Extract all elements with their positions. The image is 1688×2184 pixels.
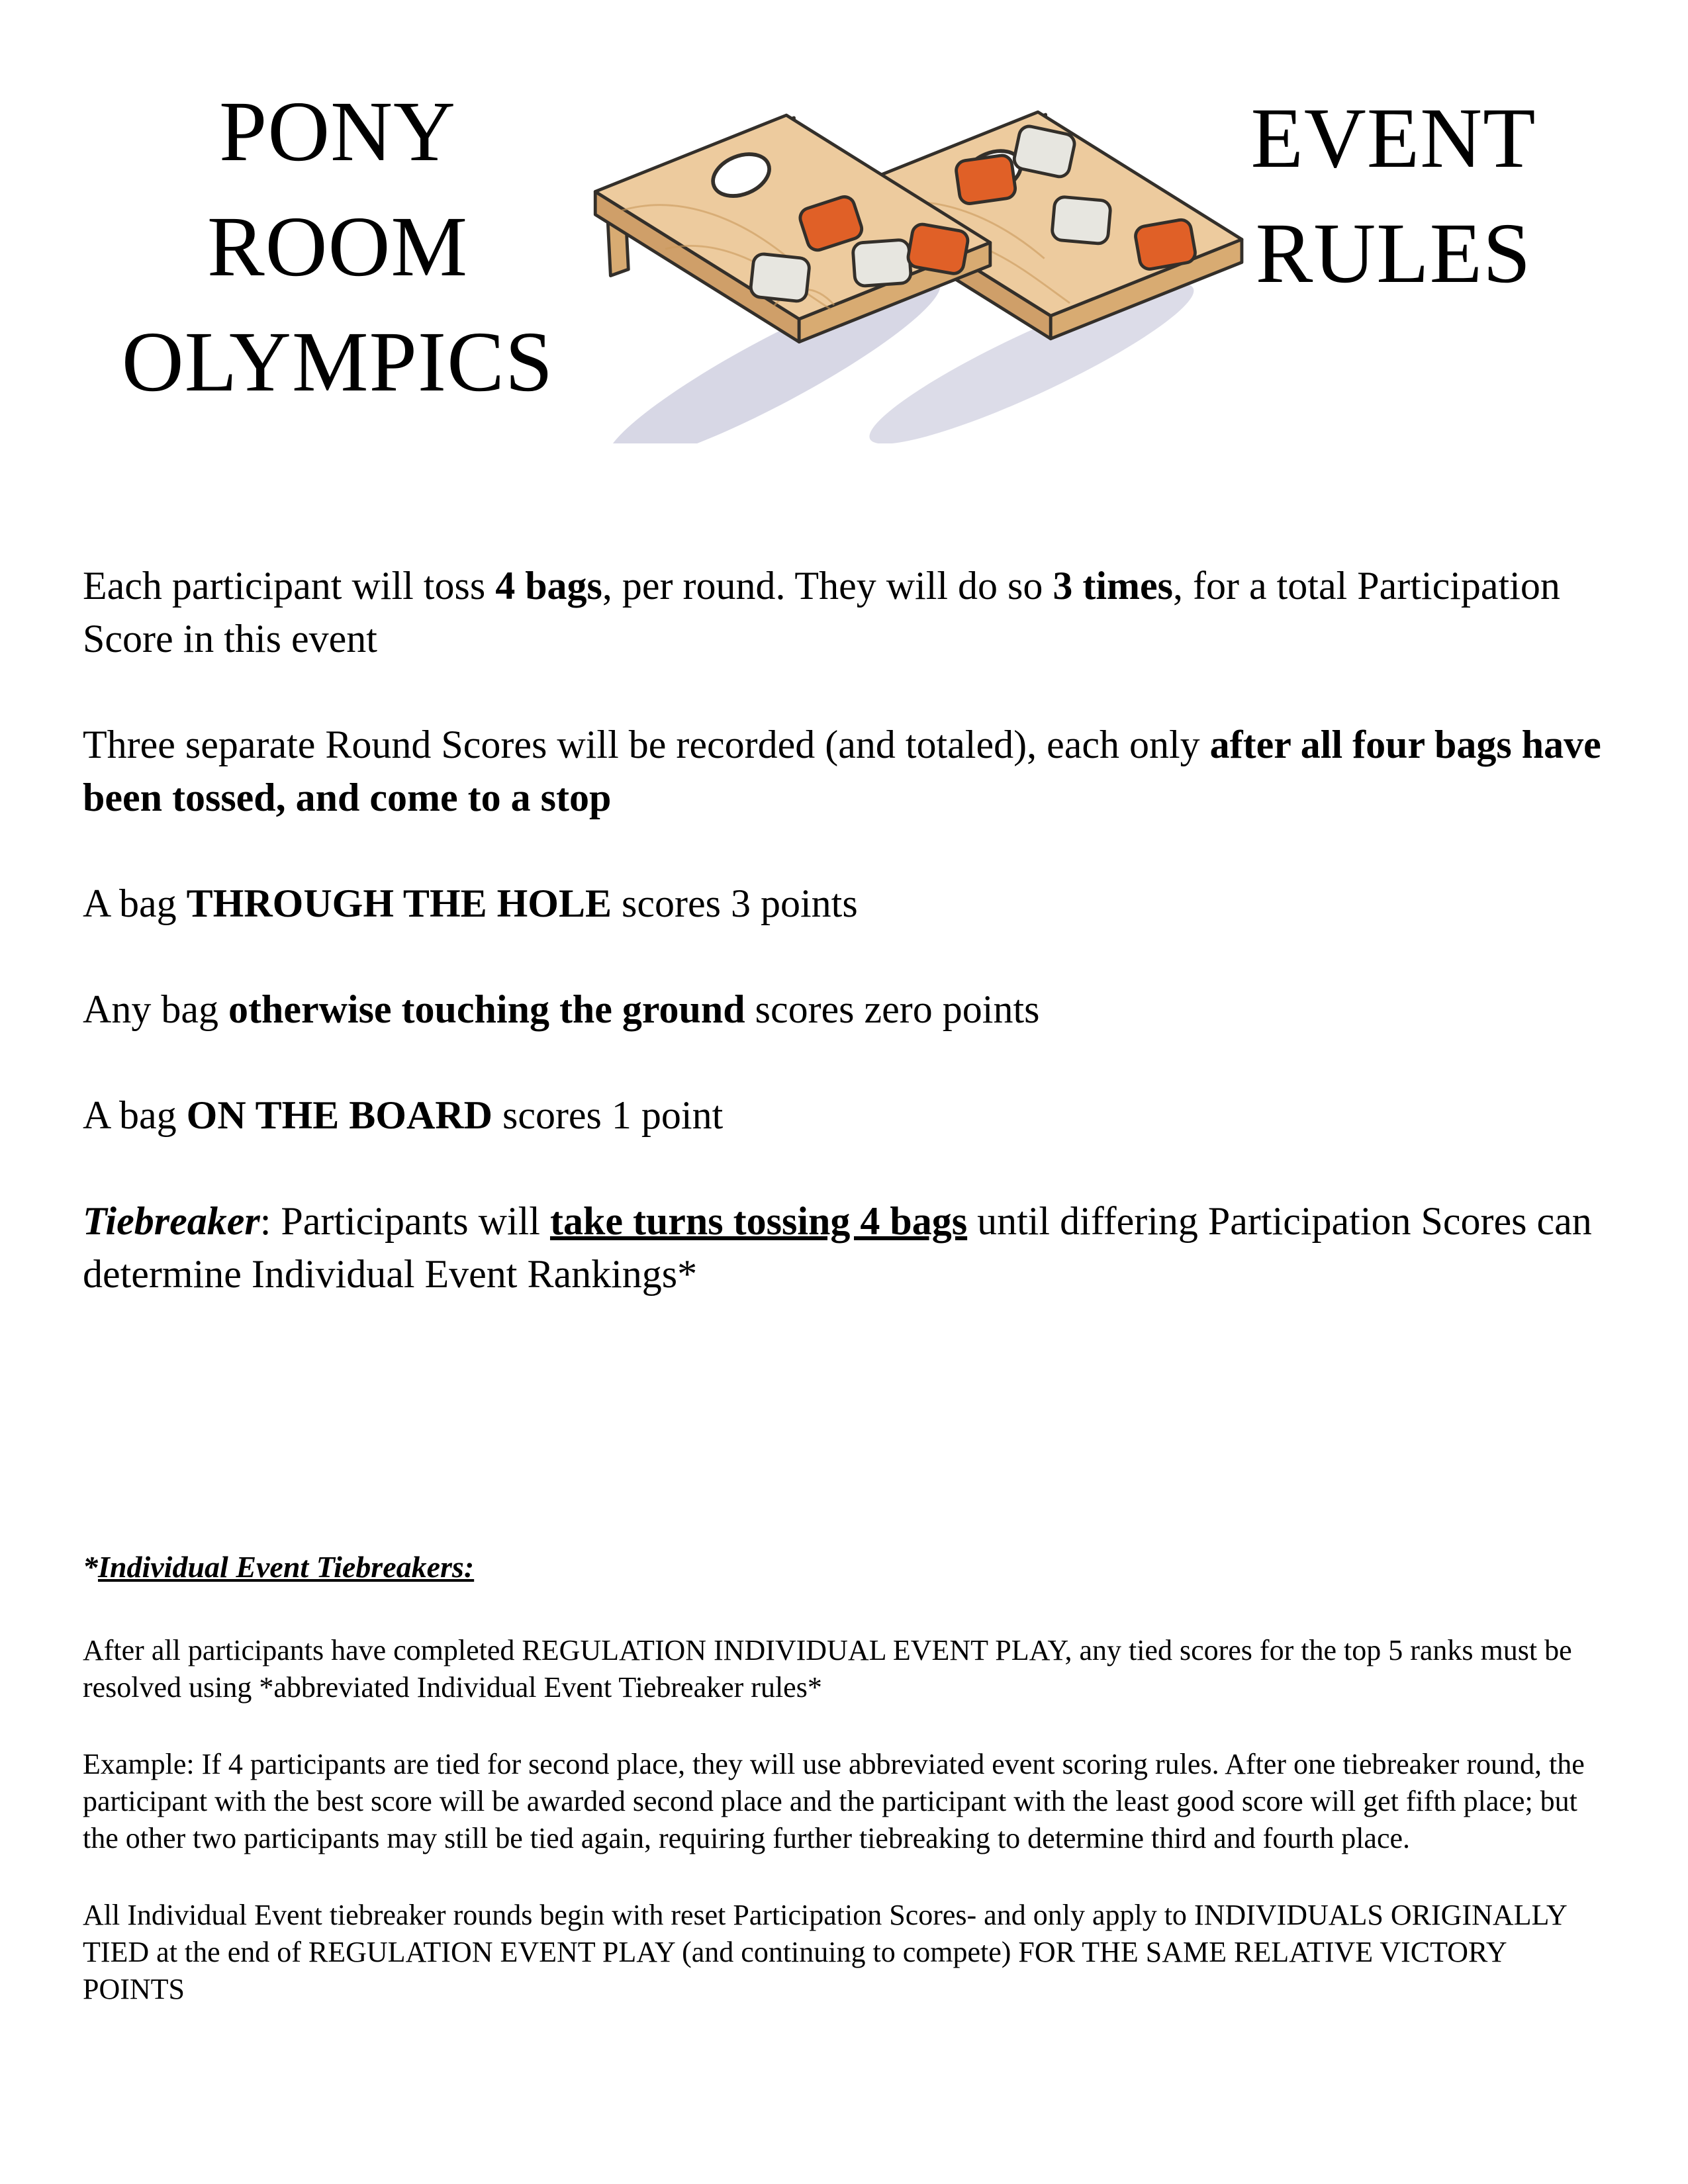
- text-run: , for a total Participation Score in this event: [83, 564, 1560, 660]
- title-line: EVENT: [1250, 91, 1536, 186]
- cornhole-boards-icon: [583, 93, 1258, 443]
- text-run: Each participant will toss: [83, 564, 496, 608]
- text-run: 4 bags: [495, 564, 602, 608]
- text-run: THROUGH THE HOLE: [186, 882, 612, 925]
- text-run: take turns tossing 4 bags: [549, 1199, 968, 1243]
- text-run: scores zero points: [745, 987, 1040, 1031]
- text-run: scores 3 points: [612, 882, 858, 925]
- page-title-left: [86, 74, 589, 420]
- footnotes-section: [83, 1549, 1612, 2048]
- footnote-heading: [83, 1549, 1612, 1586]
- text-run: otherwise touching the ground: [228, 987, 745, 1031]
- text-run: after all four bags have been tossed, and come to a stop: [83, 723, 1601, 819]
- text-run: Three separate Round Scores will be recorded (and totaled), each only: [83, 723, 1210, 766]
- text-run: Any bag: [83, 987, 228, 1031]
- text-run: *: [83, 1550, 98, 1584]
- footnote-example: Example: If 4 participants are tied for second place, they will use abbreviated event scoring rules. After one tiebreaker round, the participant with the best score will be awarded second place and the participant with the least good score will get fifth place; but the other two participants may still be tied again, requiring further tiebreaking to determine third and fourth place.: [83, 1748, 1585, 1854]
- title-line: ROOM: [207, 199, 469, 295]
- title-line: PONY: [219, 84, 456, 179]
- text-run: until differing Participation Scores can determine Individual Event Rankings*: [83, 1199, 1592, 1296]
- text-run: A bag: [83, 1093, 187, 1137]
- rule-toss-count: [83, 559, 1612, 665]
- rule-touching-ground: [83, 983, 1612, 1036]
- title-line: RULES: [1255, 206, 1532, 301]
- rule-through-hole: [83, 877, 1612, 930]
- cornhole-boards-illustration: [583, 93, 1258, 443]
- text-run: , per round. They will do so: [602, 564, 1053, 608]
- text-run: A bag: [83, 882, 187, 925]
- rule-tiebreaker: [83, 1195, 1612, 1300]
- text-run: Individual Event Tiebreakers:: [98, 1550, 475, 1584]
- text-run: : Participants will: [259, 1199, 550, 1243]
- text-run: Tiebreaker: [83, 1199, 260, 1243]
- text-run: 3 times: [1053, 564, 1174, 608]
- footnote-regulation: After all participants have completed REGULATION INDIVIDUAL EVENT PLAY, any tied scores for the top 5 ranks must be resolved using *abbreviated Individual Event Tiebreaker rules*: [83, 1634, 1572, 1704]
- footnote-reset: All Individual Event tiebreaker rounds begin with reset Participation Scores- and only apply to INDIVIDUALS ORIGINALLY TIED at the end of REGULATION EVENT PLAY (and continuing to compete) FOR THE SAME RELATIVE VICTORY POINTS: [83, 1899, 1567, 2005]
- rule-on-board: [83, 1089, 1612, 1142]
- rule-round-scores: [83, 718, 1612, 824]
- title-line: OLYMPICS: [121, 314, 554, 410]
- text-run: ON THE BOARD: [186, 1093, 492, 1137]
- page-title-right: [1201, 81, 1585, 311]
- rules-section: [83, 559, 1612, 1353]
- text-run: scores 1 point: [492, 1093, 724, 1137]
